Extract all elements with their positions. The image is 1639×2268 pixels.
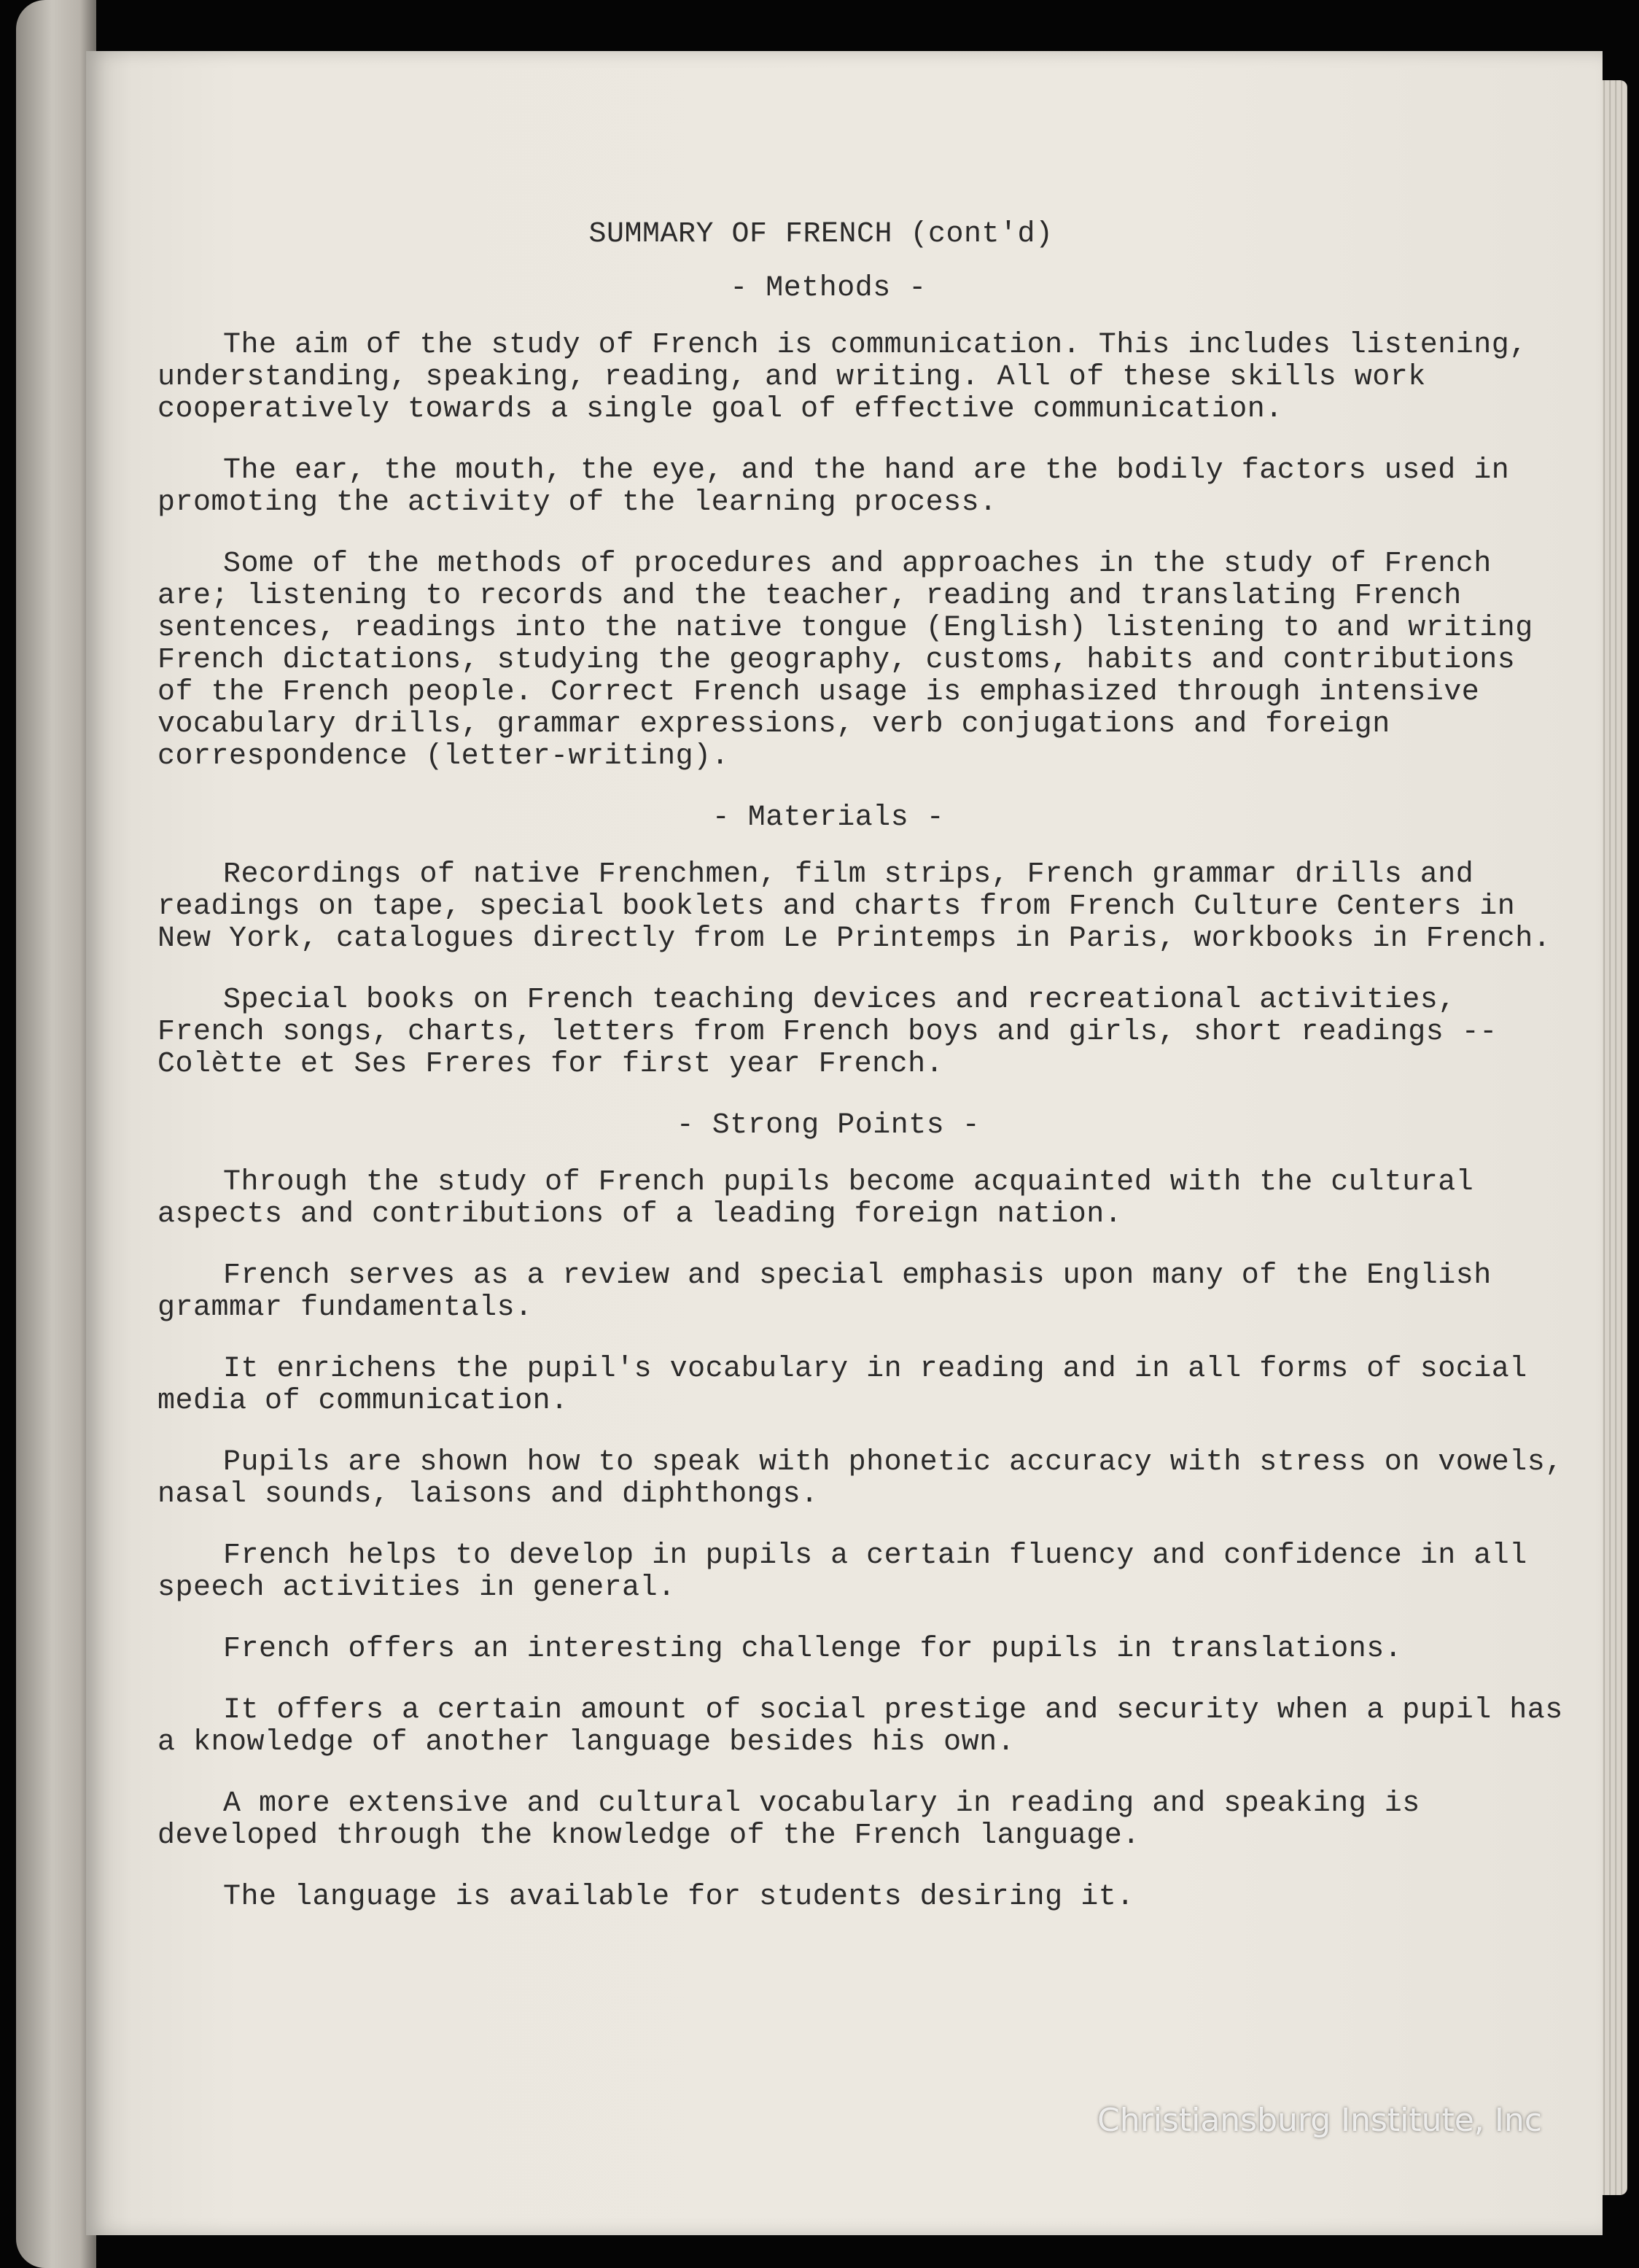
paragraph: The language is available for students desiring it. — [223, 1881, 1134, 1914]
paragraph: Pupils are shown how to speak with phonetic accuracy with stress on vowels, nasal sounds, laisons and diphthongs. — [157, 1446, 1563, 1511]
left-page-edge — [16, 0, 96, 2268]
paragraph: It offers a certain amount of social prestige and security when a pupil has a knowledge of another language besides his own. — [157, 1694, 1563, 1759]
watermark: Christiansburg Institute, Inc — [1097, 2102, 1542, 2139]
section-heading-strong-points: - Strong Points - — [676, 1109, 981, 1142]
section-heading-materials: - Materials - — [712, 801, 945, 834]
paragraph: Recordings of native Frenchmen, film strips, French grammar drills and readings on tape, special booklets and charts from French Culture Centers in New York, catalogues directly from Le Printemps in Paris, workbooks in French. — [157, 858, 1552, 955]
paragraph: Special books on French teaching devices and recreational activities, French songs, charts, letters from French boys and girls, short readings -- Colètte et Ses Freres for first year French. — [157, 984, 1498, 1081]
paragraph: A more extensive and cultural vocabulary in reading and speaking is developed through the knowledge of the French language. — [157, 1787, 1420, 1852]
paragraph: Through the study of French pupils become acquainted with the cultural aspects and contributions of a leading foreign nation. — [157, 1166, 1474, 1231]
paragraph: The ear, the mouth, the eye, and the hand are the bodily factors used in promoting the activity of the learning process. — [157, 454, 1510, 519]
paragraph: Some of the methods of procedures and approaches in the study of French are; listening to records and the teacher, reading and translating French sentences, readings into the native tongue (English) listening to and writing French dictations, studying the geography, customs, habits and contributions of the French people. Correct French usage is emphasized through intensive vocabulary drills, grammar expressions, verb conjugations and foreign correspondence (letter-writing). — [157, 548, 1533, 773]
paragraph: French helps to develop in pupils a certain fluency and confidence in all speech activities in general. — [157, 1539, 1527, 1604]
paragraph: The aim of the study of French is communication. This includes listening, understanding, speaking, reading, and writing. All of these skills work cooperatively towards a single goal of effective communication. — [157, 329, 1527, 426]
page-content — [157, 219, 1565, 1943]
section-heading-methods: - Methods - — [730, 272, 927, 305]
page-title: SUMMARY OF FRENCH (cont'd) — [588, 218, 1054, 251]
paragraph: French offers an interesting challenge for pupils in translations. — [223, 1633, 1403, 1666]
paragraph: It enrichens the pupil's vocabulary in reading and in all forms of social media of communication. — [157, 1353, 1527, 1418]
document-page — [86, 51, 1603, 2235]
paragraph: French serves as a review and special emphasis upon many of the English grammar fundamentals. — [157, 1259, 1492, 1324]
